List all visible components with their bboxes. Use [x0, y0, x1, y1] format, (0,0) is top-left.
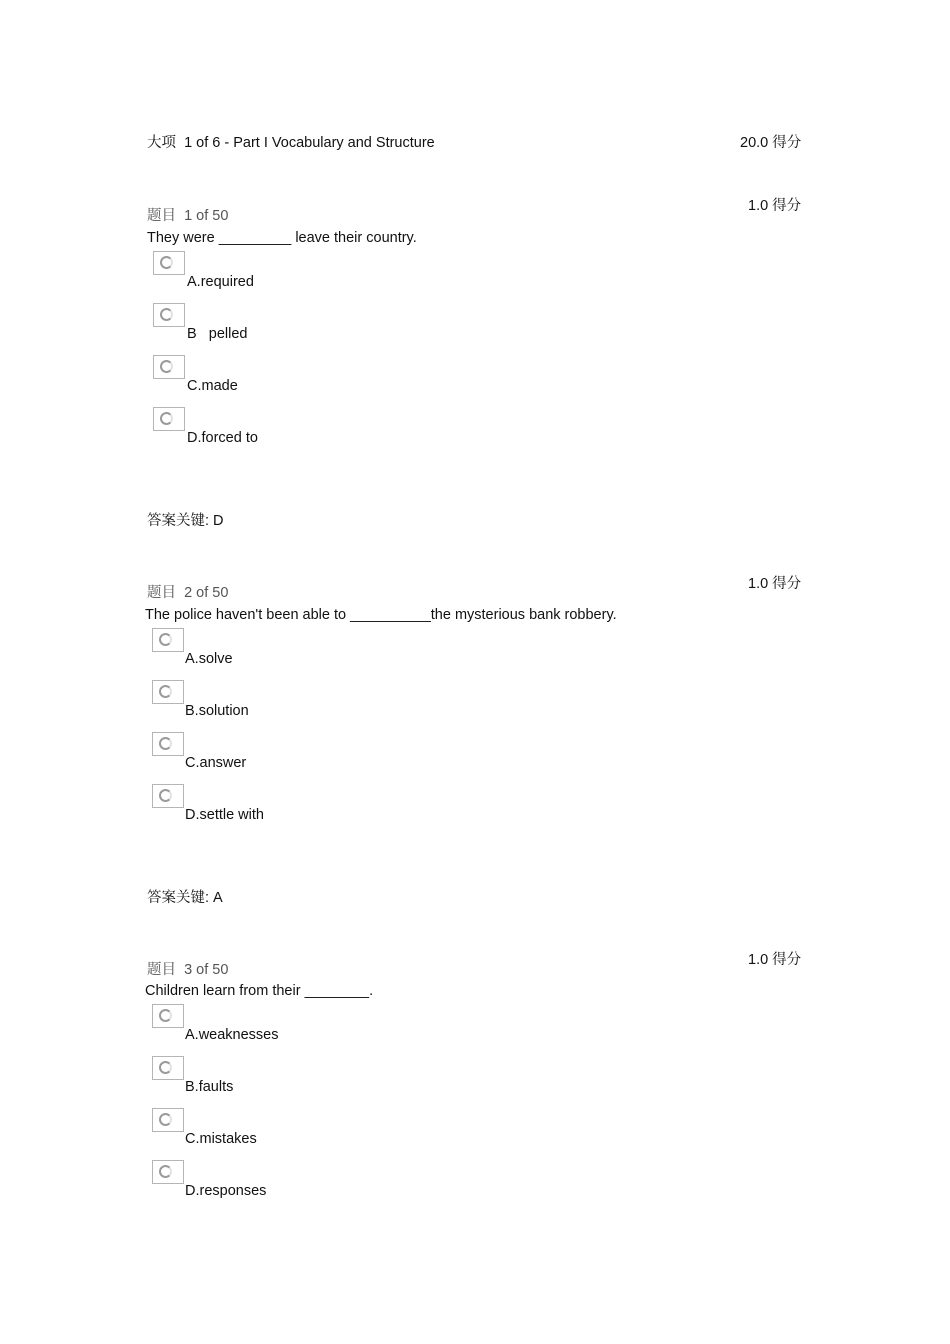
section-title: 1 of 6 - Part I Vocabulary and Structure [184, 135, 435, 151]
radio-icon [160, 360, 173, 373]
option-label: C.answer [185, 755, 247, 771]
question-prefix: 题目 [147, 208, 176, 224]
radio-option-a[interactable] [152, 1004, 184, 1028]
radio-option-c[interactable] [152, 1108, 184, 1132]
radio-option-d[interactable] [152, 1160, 184, 1184]
option-label: B pelled [187, 326, 248, 342]
radio-icon [160, 308, 173, 321]
question-count: 1 of 50 [184, 208, 229, 224]
option-label: D.settle with [185, 807, 264, 823]
radio-icon [159, 633, 172, 646]
question-score: 1.0 得分 [748, 198, 802, 214]
radio-icon [159, 789, 172, 802]
option-label: C.made [187, 378, 238, 394]
radio-icon [159, 1061, 172, 1074]
option-label: A.required [187, 274, 254, 290]
section-score: 20.0 得分 [740, 135, 802, 151]
radio-option-a[interactable] [153, 251, 185, 275]
question-count: 2 of 50 [184, 585, 229, 601]
radio-option-b[interactable] [153, 303, 185, 327]
radio-icon [159, 1009, 172, 1022]
question-score: 1.0 得分 [748, 952, 802, 968]
option-label: B.faults [185, 1079, 234, 1095]
radio-icon [159, 685, 172, 698]
option-label: D.responses [185, 1183, 267, 1199]
question-score: 1.0 得分 [748, 576, 802, 592]
section-header [147, 131, 435, 152]
question-count: 3 of 50 [184, 962, 229, 978]
radio-option-b[interactable] [152, 680, 184, 704]
radio-option-d[interactable] [152, 784, 184, 808]
question-prefix: 题目 [147, 962, 176, 978]
question-number [147, 581, 228, 602]
option-label: B.solution [185, 703, 249, 719]
radio-icon [159, 1165, 172, 1178]
radio-option-d[interactable] [153, 407, 185, 431]
radio-option-b[interactable] [152, 1056, 184, 1080]
radio-icon [159, 737, 172, 750]
option-label: C.mistakes [185, 1131, 257, 1147]
answer-key: 答案关键: A [147, 890, 223, 906]
question-text: Children learn from their ________. [145, 983, 374, 999]
question-text: The police haven't been able to __________the mysterious bank robbery. [145, 607, 617, 623]
question-number [147, 204, 228, 225]
option-label: A.solve [185, 651, 233, 667]
radio-option-c[interactable] [152, 732, 184, 756]
option-label: A.weaknesses [185, 1027, 279, 1043]
answer-key: 答案关键: D [147, 513, 224, 529]
section-prefix: 大项 [147, 135, 176, 151]
radio-option-c[interactable] [153, 355, 185, 379]
radio-icon [160, 412, 173, 425]
question-number [147, 958, 228, 979]
question-prefix: 题目 [147, 585, 176, 601]
radio-icon [159, 1113, 172, 1126]
radio-option-a[interactable] [152, 628, 184, 652]
radio-icon [160, 256, 173, 269]
option-label: D.forced to [187, 430, 258, 446]
question-text: They were _________ leave their country. [147, 230, 417, 246]
